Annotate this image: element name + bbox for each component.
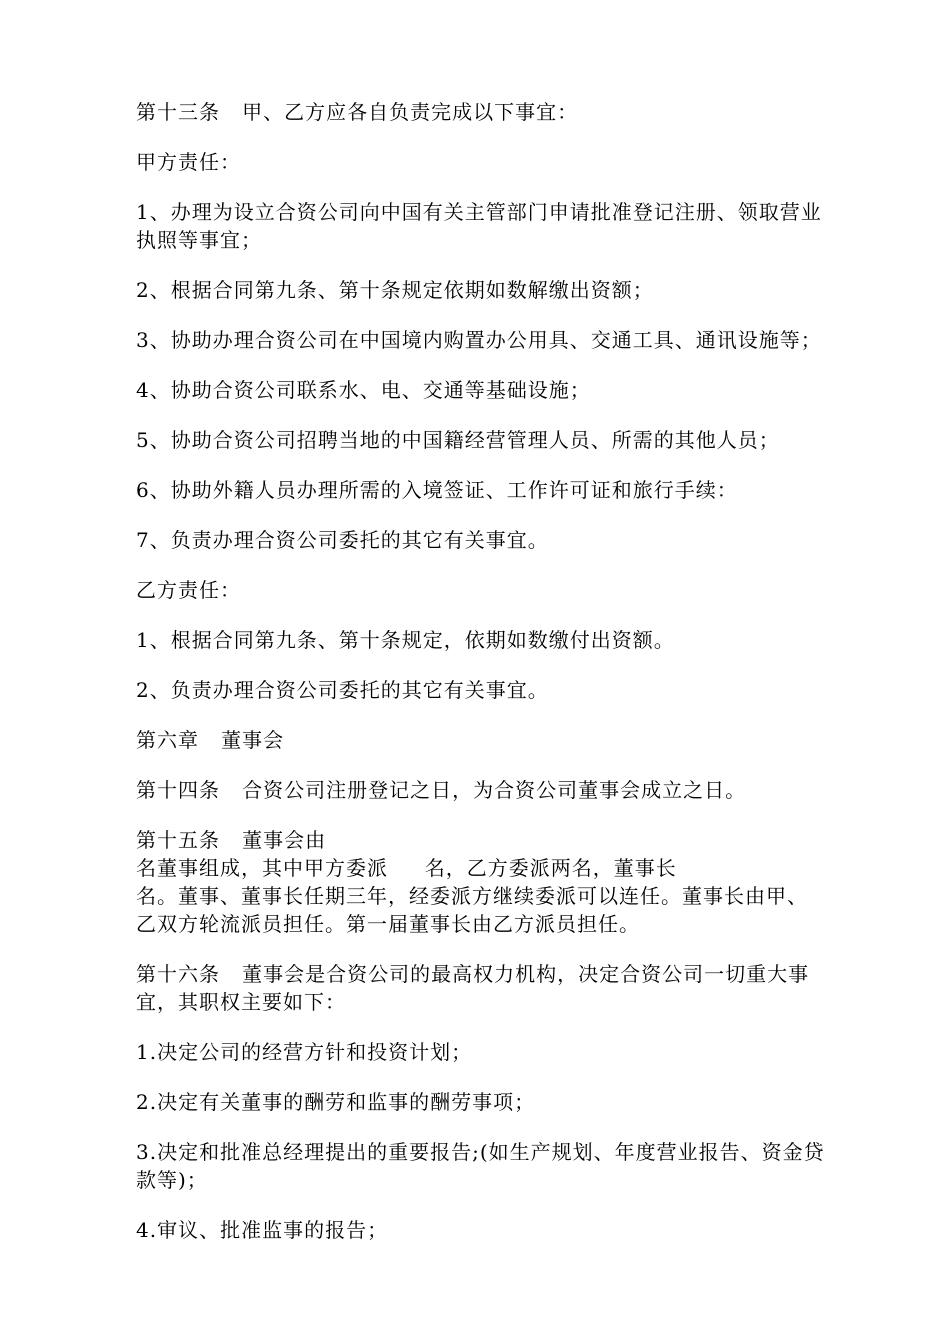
party-a-item-2: 2、根据合同第九条、第十条规定依期如数解缴出资额； [136, 278, 654, 302]
board-power-item-3: 3.决定和批准总经理提出的重要报告;(如生产规划、年度营业报告、资金贷款等)； [136, 1140, 825, 1192]
party-a-item-6: 6、协助外籍人员办理所需的入境签证、工作许可证和旅行手续： [136, 478, 738, 502]
party-a-item-3: 3、协助办理合资公司在中国境内购置办公用具、交通工具、通讯设施等； [136, 328, 822, 352]
party-a-item-4: 4、协助合资公司联系水、电、交通等基础设施； [136, 378, 591, 402]
article-15-line-1: 第十五条 董事会由 [136, 828, 327, 852]
party-b-item-2: 2、负责办理合资公司委托的其它有关事宜。 [136, 678, 549, 702]
board-power-item-4: 4.审议、批准监事的报告； [136, 1218, 389, 1242]
board-power-item-1: 1.决定公司的经营方针和投资计划； [136, 1040, 473, 1064]
party-a-item-1: 1、办理为设立合资公司向中国有关主管部门申请批准登记注册、领取营业执照等事宜； [136, 200, 822, 252]
party-a-item-7: 7、负责办理合资公司委托的其它有关事宜。 [136, 528, 549, 552]
article-14: 第十四条 合资公司注册登记之日，为合资公司董事会成立之日。 [136, 778, 747, 802]
article-16: 第十六条 董事会是合资公司的最高权力机构，决定合资公司一切重大事宜，其职权主要如下： [136, 962, 810, 1014]
party-b-responsibilities-heading: 乙方责任： [136, 578, 241, 602]
party-a-item-5: 5、协助合资公司招聘当地的中国籍经营管理人员、所需的其他人员； [136, 428, 780, 452]
party-a-responsibilities-heading: 甲方责任： [136, 150, 241, 174]
article-15-line-2: 名董事组成，其中甲方委派 名，乙方委派两名，董事长 [136, 856, 677, 880]
party-b-item-1: 1、根据合同第九条、第十条规定，依期如数缴付出资额。 [136, 628, 675, 652]
article-13-heading: 第十三条 甲、乙方应各自负责完成以下事宜： [136, 100, 579, 124]
board-power-item-2: 2.决定有关董事的酬劳和监事的酬劳事项； [136, 1090, 536, 1114]
document-page [136, 98, 826, 1266]
chapter-6-heading: 第六章 董事会 [136, 728, 285, 752]
article-15-line-3: 名。董事、董事长任期三年，经委派方继续委派可以连任。董事长由甲、乙双方轮流派员担任。第一届董事长由乙方派员担任。 [136, 884, 808, 936]
